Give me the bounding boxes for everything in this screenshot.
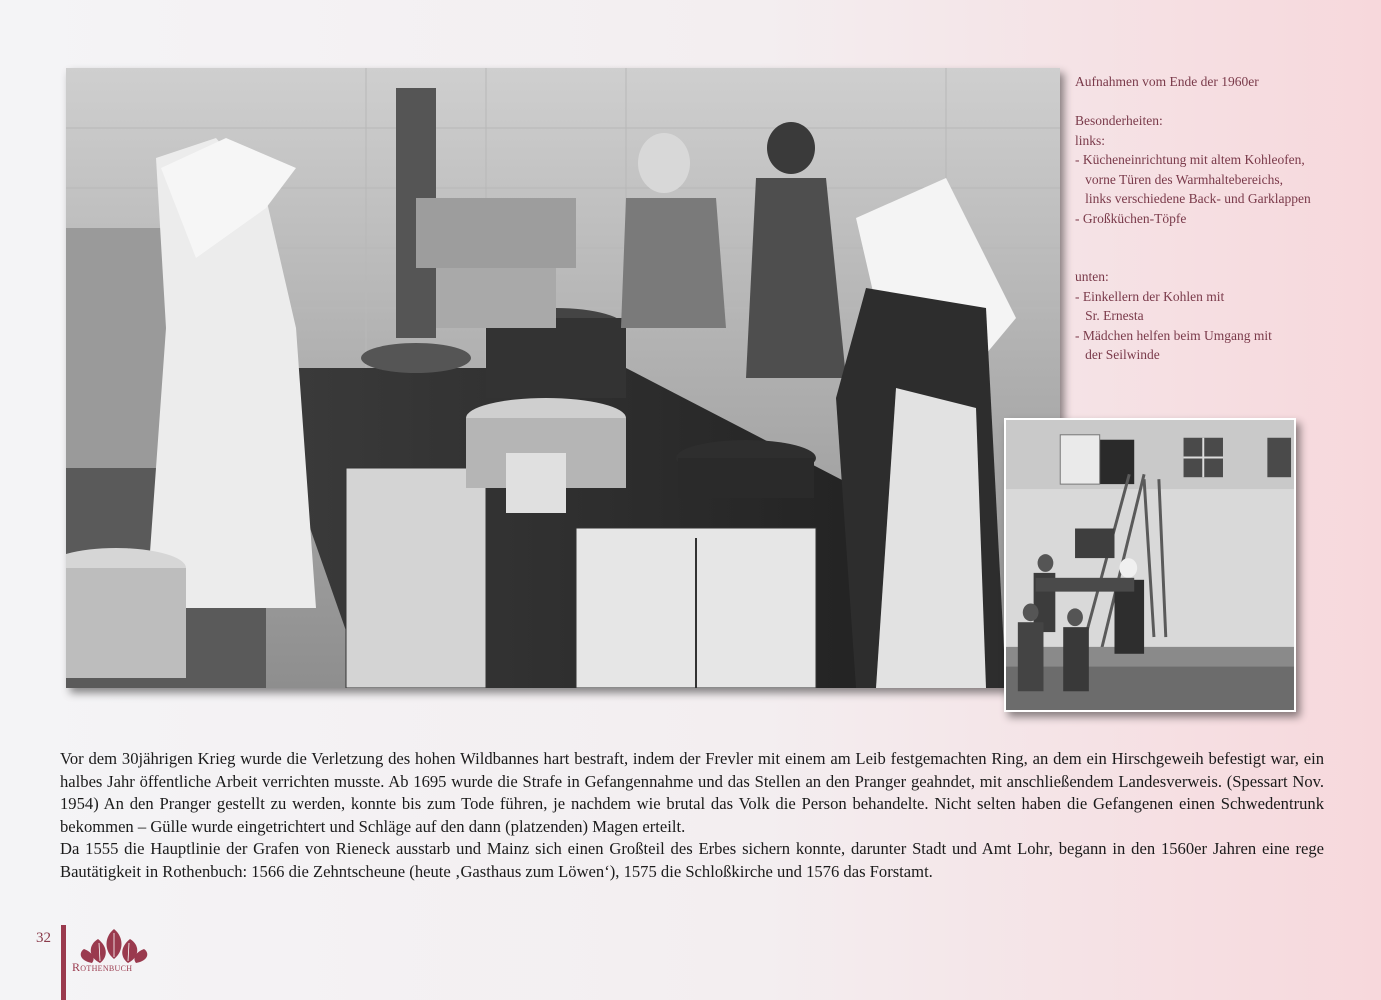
caption-heading: Besonderheiten: xyxy=(1075,113,1163,128)
paragraph: Vor dem 30jährigen Krieg wurde die Verletzung des hohen Wildbannes hart bestraft, indem der Frevler mit einem am Leib festgemachten Ring, an dem ein Hirschgeweih befestigt war, ein halbes Jahr öffentliche Arbeit verrichten musste. Ab 1695 wurde die Strafe in Gefangennahme und das Stellen an den Pranger geahndet, mit anschließendem Landesverweis. (Spessart Nov. 1954) An den Pranger gestellt zu werden, konnte bis zum Tode führen, je nachdem wie brutal das Volk die Person behandelte. Nicht selten haben die Gefangenen einen Schwedentrunk bekommen – Gülle wurde eingetrichtert und Schläge auf den dann (platzenden) Magen erteilt. xyxy=(60,749,1324,836)
caption-bottom-item: - Mädchen helfen beim Umgang mit xyxy=(1075,327,1272,343)
caption-bottom-label: unten: xyxy=(1075,269,1109,284)
caption-bottom-item: Sr. Ernesta xyxy=(1075,308,1144,323)
footer-bar xyxy=(61,925,66,1000)
rothenbuch-logo-icon xyxy=(70,925,158,985)
caption-bottom-item: - Einkellern der Kohlen mit xyxy=(1075,288,1225,304)
page-number: 32 xyxy=(36,930,51,946)
caption-left-item: - Großküchen-Töpfe xyxy=(1075,210,1187,226)
caption-left-label: links: xyxy=(1075,132,1106,148)
caption-title: Aufnahmen vom Ende der 1960er xyxy=(1075,74,1259,89)
body-text xyxy=(60,748,1324,884)
logo-text: Rothenbuch xyxy=(72,960,133,974)
caption-left-item: links verschiedene Back- und Garklappen xyxy=(1075,191,1311,206)
kitchen-photo xyxy=(66,68,1060,688)
caption-left-item: - Kücheneinrichtung mit altem Kohleofen, xyxy=(1075,152,1305,167)
caption-left-item: vorne Türen des Warmhaltebereichs, xyxy=(1075,171,1283,187)
paragraph: Da 1555 die Hauptlinie der Grafen von Rieneck ausstarb und Mainz sich einen Großteil des Erbes sichern konnte, darunter Stadt und Amt Lohr, begann in den 1560er Jahren eine rege Bautätigkeit in Rothenbuch: 1566 die Zehntscheune (heute ‚Gasthaus zum Löwen‘), 1575 die Schloßkirche und 1576 das Forstamt. xyxy=(60,839,1324,881)
courtyard-photo xyxy=(1004,418,1296,712)
caption-bottom-item: der Seilwinde xyxy=(1075,347,1160,362)
photo-caption xyxy=(1075,72,1365,365)
